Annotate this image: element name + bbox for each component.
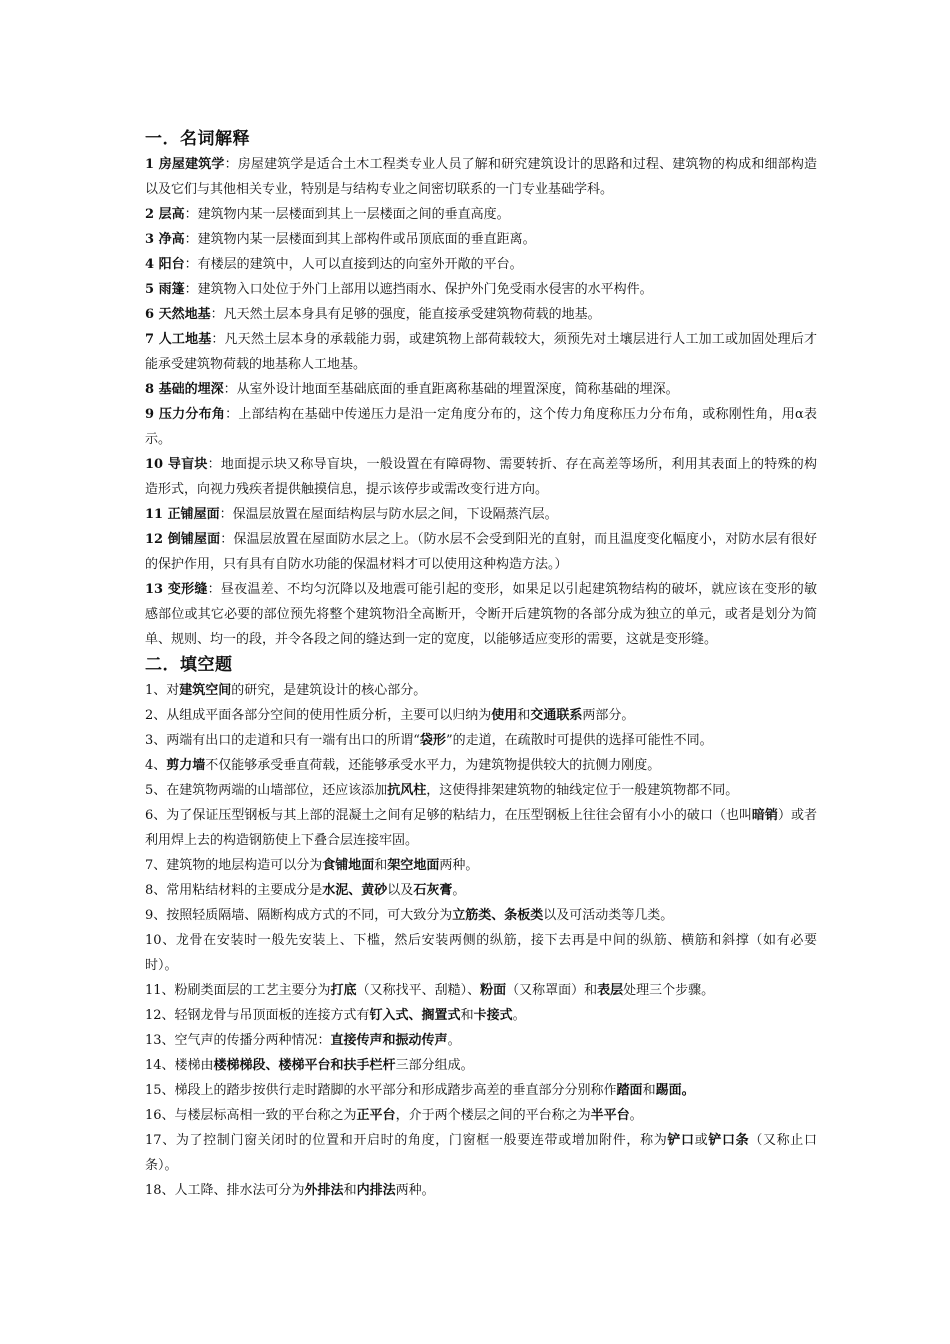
fill-in-item: [145, 1128, 817, 1178]
question-text: 14、楼梯由: [145, 1058, 214, 1073]
fill-in-item: [145, 678, 817, 703]
question-text: 和: [460, 1008, 474, 1023]
definition-term: 10 导盲块: [145, 457, 208, 472]
question-text: 两部分。: [582, 708, 635, 723]
question-text: 16、与楼层标高相一致的平台称之为: [145, 1108, 357, 1123]
section-title-fill-in: 二．填空题: [145, 655, 233, 675]
definition-term: 1 房屋建筑学: [145, 157, 225, 172]
question-text: 9、按照轻质隔墙、隔断构成方式的不同，可大致分为: [145, 908, 453, 923]
question-text: 2、从组成平面各部分空间的使用性质分析，主要可以归纳为: [145, 708, 492, 723]
fill-in-item: [145, 853, 817, 878]
question-text: 3、两端有出口的走道和只有一端有出口的所谓“: [145, 733, 420, 748]
answer-text: 内排法: [356, 1183, 396, 1198]
definition-text: ：建筑物入口处位于外门上部用以遮挡雨水、保护外门免受雨水侵害的水平构件。: [184, 282, 653, 297]
definitions-list: [145, 152, 817, 652]
question-text: 6、为了保证压型钢板与其上部的混凝土之间有足够的粘结力，在压型钢板上往往会留有小小的破口（也叫: [145, 808, 752, 823]
definition-item: [145, 277, 817, 302]
document-page: [145, 126, 817, 1203]
definition-item: [145, 377, 817, 402]
question-text: ，介于两个楼层之间的平台称之为: [395, 1108, 591, 1123]
question-text: 以及: [387, 883, 414, 898]
fill-in-item: [145, 703, 817, 728]
question-text: 4、: [145, 758, 167, 773]
question-text: 不仅能够承受垂直荷载，还能够承受水平力，为建筑物提供较大的抗侧力刚度。: [205, 758, 661, 773]
question-text: 。: [512, 1008, 526, 1023]
definition-text: ：有楼层的建筑中，人可以直接到达的向室外开敞的平台。: [184, 257, 523, 272]
question-text: 。: [629, 1108, 643, 1123]
definition-text: ：上部结构在基础中传递压力是沿一定角度分布的，这个传力角度称压力分布角，或称刚性角，用α表示。: [145, 407, 817, 447]
question-text: ）或者利用焊上去的构造钢筋使上下叠合层连接牢固。: [145, 808, 817, 848]
definition-term: 3 净高: [145, 232, 185, 247]
definition-item: [145, 452, 817, 502]
definition-item: [145, 202, 817, 227]
question-text: 12、轻钢龙骨与吊顶面板的连接方式有: [145, 1008, 370, 1023]
question-text: ，这使得排架建筑物的轴线定位于一般建筑物都不同。: [426, 783, 739, 798]
answer-text: 立筋类、条板类: [452, 908, 544, 923]
fill-in-item: [145, 978, 817, 1003]
question-text: 两种。: [439, 858, 479, 873]
question-text: 三部分组成。: [395, 1058, 474, 1073]
definition-term: 8 基础的埋深: [145, 382, 224, 397]
fill-in-item: [145, 878, 817, 903]
fill-in-item: [145, 1053, 817, 1078]
definition-term: 11 正铺屋面: [145, 507, 220, 522]
definition-term: 5 雨篷: [145, 282, 185, 297]
definition-text: ：保温层放置在屋面结构层与防水层之间，下设隔蒸汽层。: [219, 507, 558, 522]
answer-text: 铲口: [667, 1133, 695, 1148]
fill-in-item: [145, 928, 817, 978]
fill-in-item: [145, 728, 817, 753]
question-text: 的研究，是建筑设计的核心部分。: [231, 683, 427, 698]
definition-text: ：保温层放置在屋面防水层之上。（防水层不会受到阳光的直射，而且温度变化幅度小，对防水层有很好的保护作用，只有具有自防水功能的保温材料才可以使用这种构造方法。）: [145, 532, 817, 572]
answer-text: 钉入式、搁置式: [369, 1008, 461, 1023]
answer-text: 石灰膏: [413, 883, 453, 898]
fill-in-item: [145, 1028, 817, 1053]
definition-term: 12 倒铺屋面: [145, 532, 221, 547]
definition-item: [145, 302, 817, 327]
fill-in-item: [145, 803, 817, 853]
answer-text: 直接传声和振动传声: [330, 1033, 448, 1048]
question-text: 和: [343, 1183, 357, 1198]
question-text: 10、龙骨在安装时一般先安装上、下槛，然后安装两侧的纵筋，接下去再是中间的纵筋、横筋和斜撑（如有必要时）。: [145, 933, 817, 973]
definition-text: ：凡天然土层本身的承载能力弱，或建筑物上部荷载较大，须预先对土壤层进行人工加工或加固处理后才能承受建筑物荷载的地基称人工地基。: [145, 332, 817, 372]
answer-text: 建筑空间: [179, 683, 232, 698]
answer-text: 外排法: [304, 1183, 344, 1198]
fill-in-item: [145, 1178, 817, 1203]
answer-text: 架空地面: [387, 858, 440, 873]
answer-text: 食铺地面: [322, 858, 375, 873]
question-text: 两种。: [395, 1183, 435, 1198]
question-text: 1、对: [145, 683, 180, 698]
answer-text: 卡接式: [473, 1008, 513, 1023]
definition-item: [145, 527, 817, 577]
definition-term: 2 层高: [145, 207, 185, 222]
answer-text: 交通联系: [530, 708, 583, 723]
definition-text: ：房屋建筑学是适合土木工程类专业人员了解和研究建筑设计的思路和过程、建筑物的构成和细部构造以及它们与其他相关专业，特别是与结构专业之间密切联系的一门专业基础学科。: [145, 157, 817, 197]
definition-item: [145, 502, 817, 527]
question-text: 和: [642, 1083, 656, 1098]
question-text: 。: [447, 1033, 461, 1048]
answer-text: 半平台: [590, 1108, 630, 1123]
answer-text: 使用: [491, 708, 518, 723]
question-text: 15、梯段上的踏步按供行走时踏脚的水平部分和形成踏步高差的垂直部分分别称作: [145, 1083, 617, 1098]
definition-term: 7 人工地基: [145, 332, 212, 347]
answer-text: 踢面。: [655, 1083, 695, 1098]
definition-item: [145, 402, 817, 452]
definition-text: ：建筑物内某一层楼面到其上一层楼面之间的垂直高度。: [184, 207, 510, 222]
question-text: 13、空气声的传播分两种情况：: [145, 1033, 331, 1048]
definition-term: 13 变形缝: [145, 582, 208, 597]
answer-text: 踏面: [616, 1083, 643, 1098]
answer-text: 水泥、黄砂: [322, 883, 388, 898]
question-text: 17、为了控制门窗关闭时的位置和开启时的角度，门窗框一般要连带或增加附件，称为: [145, 1133, 668, 1148]
fill-in-item: [145, 1078, 817, 1103]
answer-text: 粉面: [480, 983, 507, 998]
definition-term: 9 压力分布角: [145, 407, 226, 422]
fill-in-item: [145, 903, 817, 928]
definition-item: [145, 577, 817, 652]
definition-item: [145, 227, 817, 252]
fill-in-item: [145, 778, 817, 803]
fill-in-item: [145, 1103, 817, 1128]
answer-text: 表层: [597, 983, 624, 998]
question-text: 8、常用粘结材料的主要成分是: [145, 883, 323, 898]
answer-text: 袋形: [419, 733, 446, 748]
question-text: ”的走道，在疏散时可提供的选择可能性不同。: [445, 733, 713, 748]
answer-text: 打底: [330, 983, 357, 998]
definition-text: ：地面提示块又称导盲块，一般设置在有障碍物、需要转折、存在高差等场所，利用其表面上的特殊的构造形式，向视力残疾者提供触摸信息，提示该停步或需改变行进方向。: [145, 457, 817, 497]
question-text: （又称罩面）和: [506, 983, 598, 998]
fill-in-item: [145, 753, 817, 778]
question-text: 处理三个步骤。: [623, 983, 715, 998]
question-text: 和: [517, 708, 531, 723]
definition-term: 4 阳台: [145, 257, 185, 272]
answer-text: 铲口条: [708, 1133, 750, 1148]
definition-text: ：从室外设计地面至基础底面的垂直距离称基础的埋置深度，简称基础的埋深。: [223, 382, 679, 397]
definition-text: ：凡天然土层本身具有足够的强度，能直接承受建筑物荷载的地基。: [210, 307, 601, 322]
question-text: 5、在建筑物两端的山墙部位，还应该添加: [145, 783, 388, 798]
question-text: 和: [374, 858, 388, 873]
question-text: 或: [694, 1133, 709, 1148]
question-text: 以及可活动类等几类。: [543, 908, 674, 923]
answer-text: 剪力墙: [166, 758, 206, 773]
definition-item: [145, 152, 817, 202]
question-text: 18、人工降、排水法可分为: [145, 1183, 305, 1198]
definition-item: [145, 327, 817, 377]
definition-text: ：建筑物内某一层楼面到其上部构件或吊顶底面的垂直距离。: [184, 232, 536, 247]
answer-text: 抗风柱: [387, 783, 427, 798]
question-text: （又称找平、刮糙）、: [356, 983, 481, 998]
section-title-definitions: 一．名词解释: [145, 129, 250, 149]
question-text: 11、粉刷类面层的工艺主要分为: [145, 983, 331, 998]
answer-text: 正平台: [356, 1108, 396, 1123]
definition-item: [145, 252, 817, 277]
definition-text: ：昼夜温差、不均匀沉降以及地震可能引起的变形，如果足以引起建筑物结构的破坏，就应该在变形的敏感部位或其它必要的部位预先将整个建筑物沿全高断开，令断开后建筑物的各部分成为独立的单元，或者是划分为简单、规则、均一的段，并令各段之间的缝达到一定的宽度，以能够适应变形的需要，这就是变形缝。: [145, 582, 817, 647]
answer-text: 楼梯梯段、楼梯平台和扶手栏杆: [213, 1058, 396, 1073]
definition-term: 6 天然地基: [145, 307, 211, 322]
question-text: 7、建筑物的地层构造可以分为: [145, 858, 323, 873]
answer-text: 暗销: [751, 808, 778, 823]
fill-in-list: [145, 678, 817, 1203]
fill-in-item: [145, 1003, 817, 1028]
question-text: （又称止口条）。: [145, 1133, 817, 1173]
question-text: 。: [452, 883, 466, 898]
